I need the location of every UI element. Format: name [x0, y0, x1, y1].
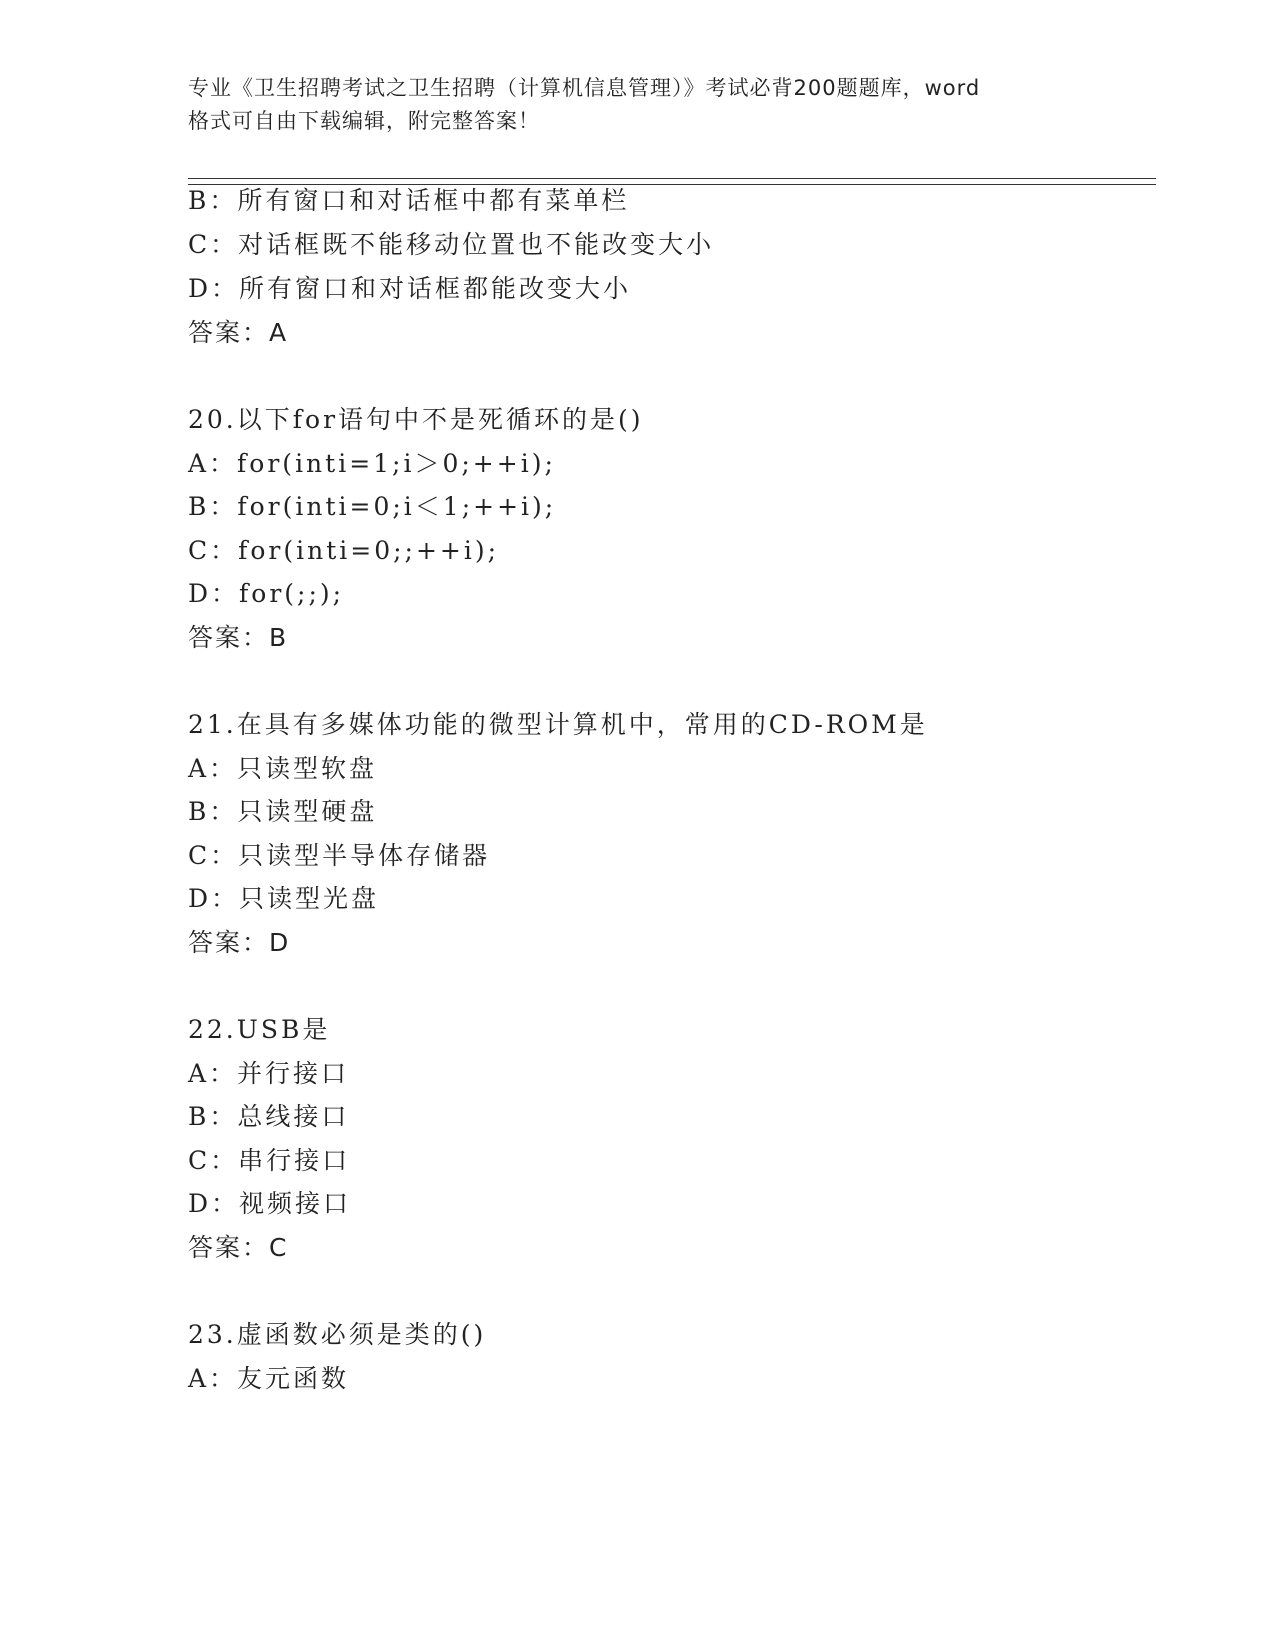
question-stem: 23.虚函数必须是类的()	[188, 1320, 487, 1349]
answer-line: 答案：A	[188, 318, 289, 347]
option-c: C：串行接口	[188, 1146, 351, 1175]
option-d: D：视频接口	[188, 1189, 352, 1218]
option-b: B：所有窗口和对话框中都有菜单栏	[188, 186, 630, 215]
answer-line: 答案：D	[188, 928, 291, 957]
document-header	[188, 72, 1088, 138]
question-stem: 22.USB是	[188, 1015, 331, 1044]
option-a: A：只读型软盘	[188, 754, 378, 783]
option-b: B：只读型硬盘	[188, 797, 378, 826]
option-d: D：所有窗口和对话框都能改变大小	[188, 274, 632, 303]
answer-line: 答案：C	[188, 1233, 289, 1262]
option-a: A：友元函数	[188, 1364, 350, 1393]
option-d: D：只读型光盘	[188, 884, 380, 913]
option-a: A：for(inti=1;i＞0;++i);	[188, 449, 556, 478]
question-stem: 20.以下for语句中不是死循环的是()	[188, 405, 644, 434]
answer-line: 答案：B	[188, 623, 289, 652]
option-c: C：for(inti=0;;++i);	[188, 536, 500, 565]
option-c: C：只读型半导体存储器	[188, 841, 491, 870]
option-d: D：for(;;);	[188, 579, 345, 608]
option-a: A：并行接口	[188, 1059, 350, 1088]
option-b: B：for(inti=0;i＜1;++i);	[188, 492, 557, 521]
header-line-2: 格式可自由下载编辑，附完整答案！	[188, 109, 540, 133]
option-b: B：总线接口	[188, 1102, 350, 1131]
question-stem: 21.在具有多媒体功能的微型计算机中，常用的CD-ROM是	[188, 710, 928, 739]
header-divider-top	[188, 178, 1156, 179]
option-c: C：对话框既不能移动位置也不能改变大小	[188, 230, 715, 259]
header-line-1: 专业《卫生招聘考试之卫生招聘（计算机信息管理）》考试必背200题题库，word	[188, 76, 981, 100]
